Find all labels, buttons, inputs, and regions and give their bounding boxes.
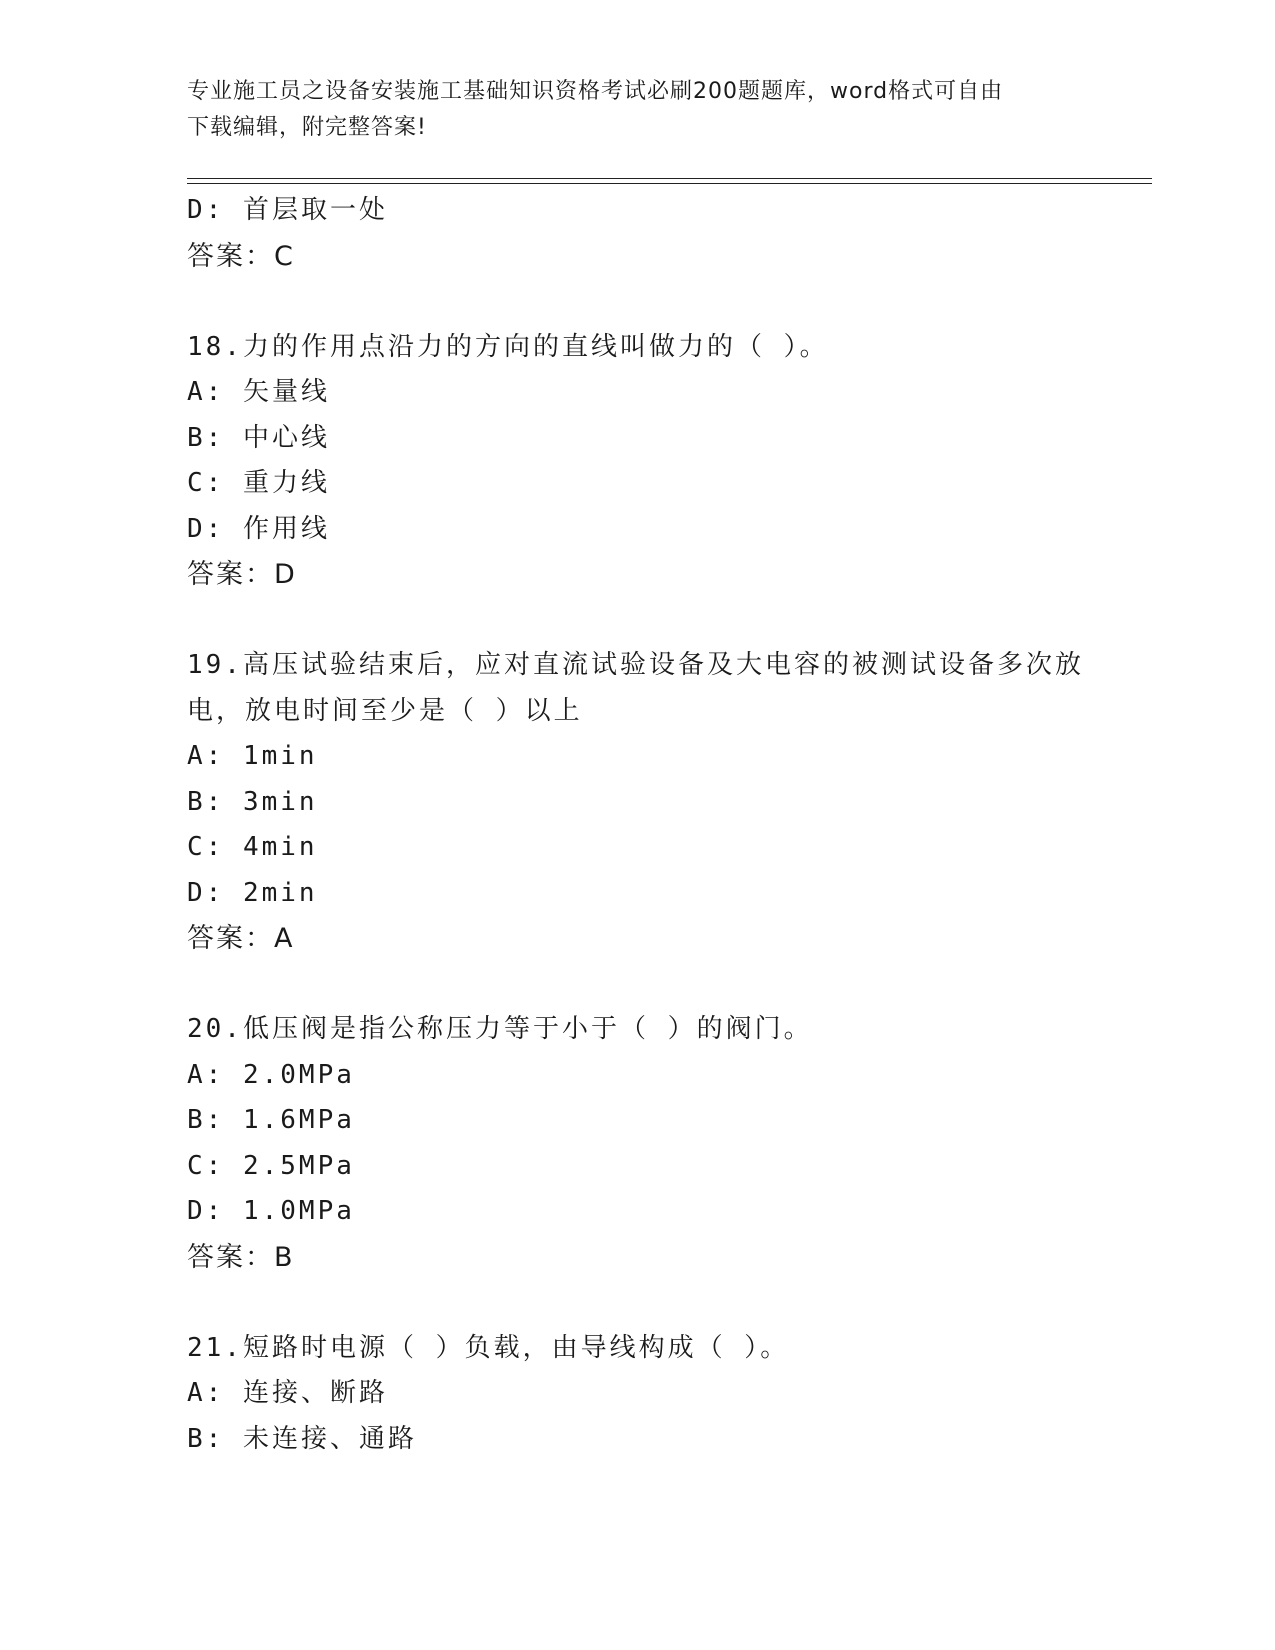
option-line: B: 未连接、通路 bbox=[187, 1423, 417, 1454]
block-spacer bbox=[187, 598, 1087, 644]
question-text: 21.短路时电源（ ）负载，由导线构成（ ）。 bbox=[187, 1332, 790, 1363]
header-title-line-1: 专业施工员之设备安装施工基础知识资格考试必刷200题题库，word格式可自由 bbox=[187, 79, 1004, 104]
option-line: B: 中心线 bbox=[187, 422, 330, 453]
answer-line bbox=[187, 552, 1087, 598]
option-line: D: 2min bbox=[187, 877, 318, 908]
option-line: A: 2.0MPa bbox=[187, 1059, 355, 1090]
answer-line bbox=[187, 234, 1087, 280]
header-title-line-2: 下载编辑，附完整答案! bbox=[187, 115, 427, 140]
option-line: D: 作用线 bbox=[187, 513, 330, 544]
option-line: D: 首层取一处 bbox=[187, 195, 388, 225]
answer-value: D bbox=[274, 559, 297, 590]
block-spacer bbox=[187, 962, 1087, 1008]
answer-line bbox=[187, 916, 1087, 962]
question-text: 18.力的作用点沿力的方向的直线叫做力的（ ）。 bbox=[187, 331, 829, 362]
answer-label: 答案： bbox=[187, 923, 274, 954]
option-line: D: 1.0MPa bbox=[187, 1196, 355, 1226]
option-line: C: 4min bbox=[187, 832, 318, 862]
option-line: A: 矢量线 bbox=[187, 377, 330, 407]
answer-value: C bbox=[274, 240, 295, 272]
option-line: C: 重力线 bbox=[187, 468, 330, 498]
answer-value: A bbox=[274, 923, 295, 954]
option-line: A: 连接、断路 bbox=[187, 1378, 388, 1408]
option-line: C: 2.5MPa bbox=[187, 1150, 355, 1181]
document-header bbox=[187, 74, 1087, 146]
block-spacer bbox=[187, 1280, 1087, 1326]
answer-label: 答案： bbox=[187, 1241, 274, 1273]
question-text: 电，放电时间至少是（ ）以上 bbox=[187, 695, 583, 726]
header-rule-top bbox=[187, 178, 1152, 179]
question-text: 20.低压阀是指公称压力等于小于（ ）的阀门。 bbox=[187, 1014, 813, 1044]
answer-label: 答案： bbox=[187, 559, 274, 590]
option-line: B: 3min bbox=[187, 786, 318, 817]
answer-label: 答案： bbox=[187, 240, 274, 272]
option-line: A: 1min bbox=[187, 741, 318, 771]
option-line: B: 1.6MPa bbox=[187, 1105, 355, 1135]
block-spacer bbox=[187, 279, 1087, 325]
answer-value: B bbox=[274, 1241, 295, 1273]
question-list bbox=[187, 188, 1087, 1462]
answer-line bbox=[187, 1235, 1087, 1281]
question-text: 19.高压试验结束后，应对直流试验设备及大电容的被测试设备多次放 bbox=[187, 650, 1084, 680]
header-rule-bottom bbox=[187, 183, 1152, 184]
